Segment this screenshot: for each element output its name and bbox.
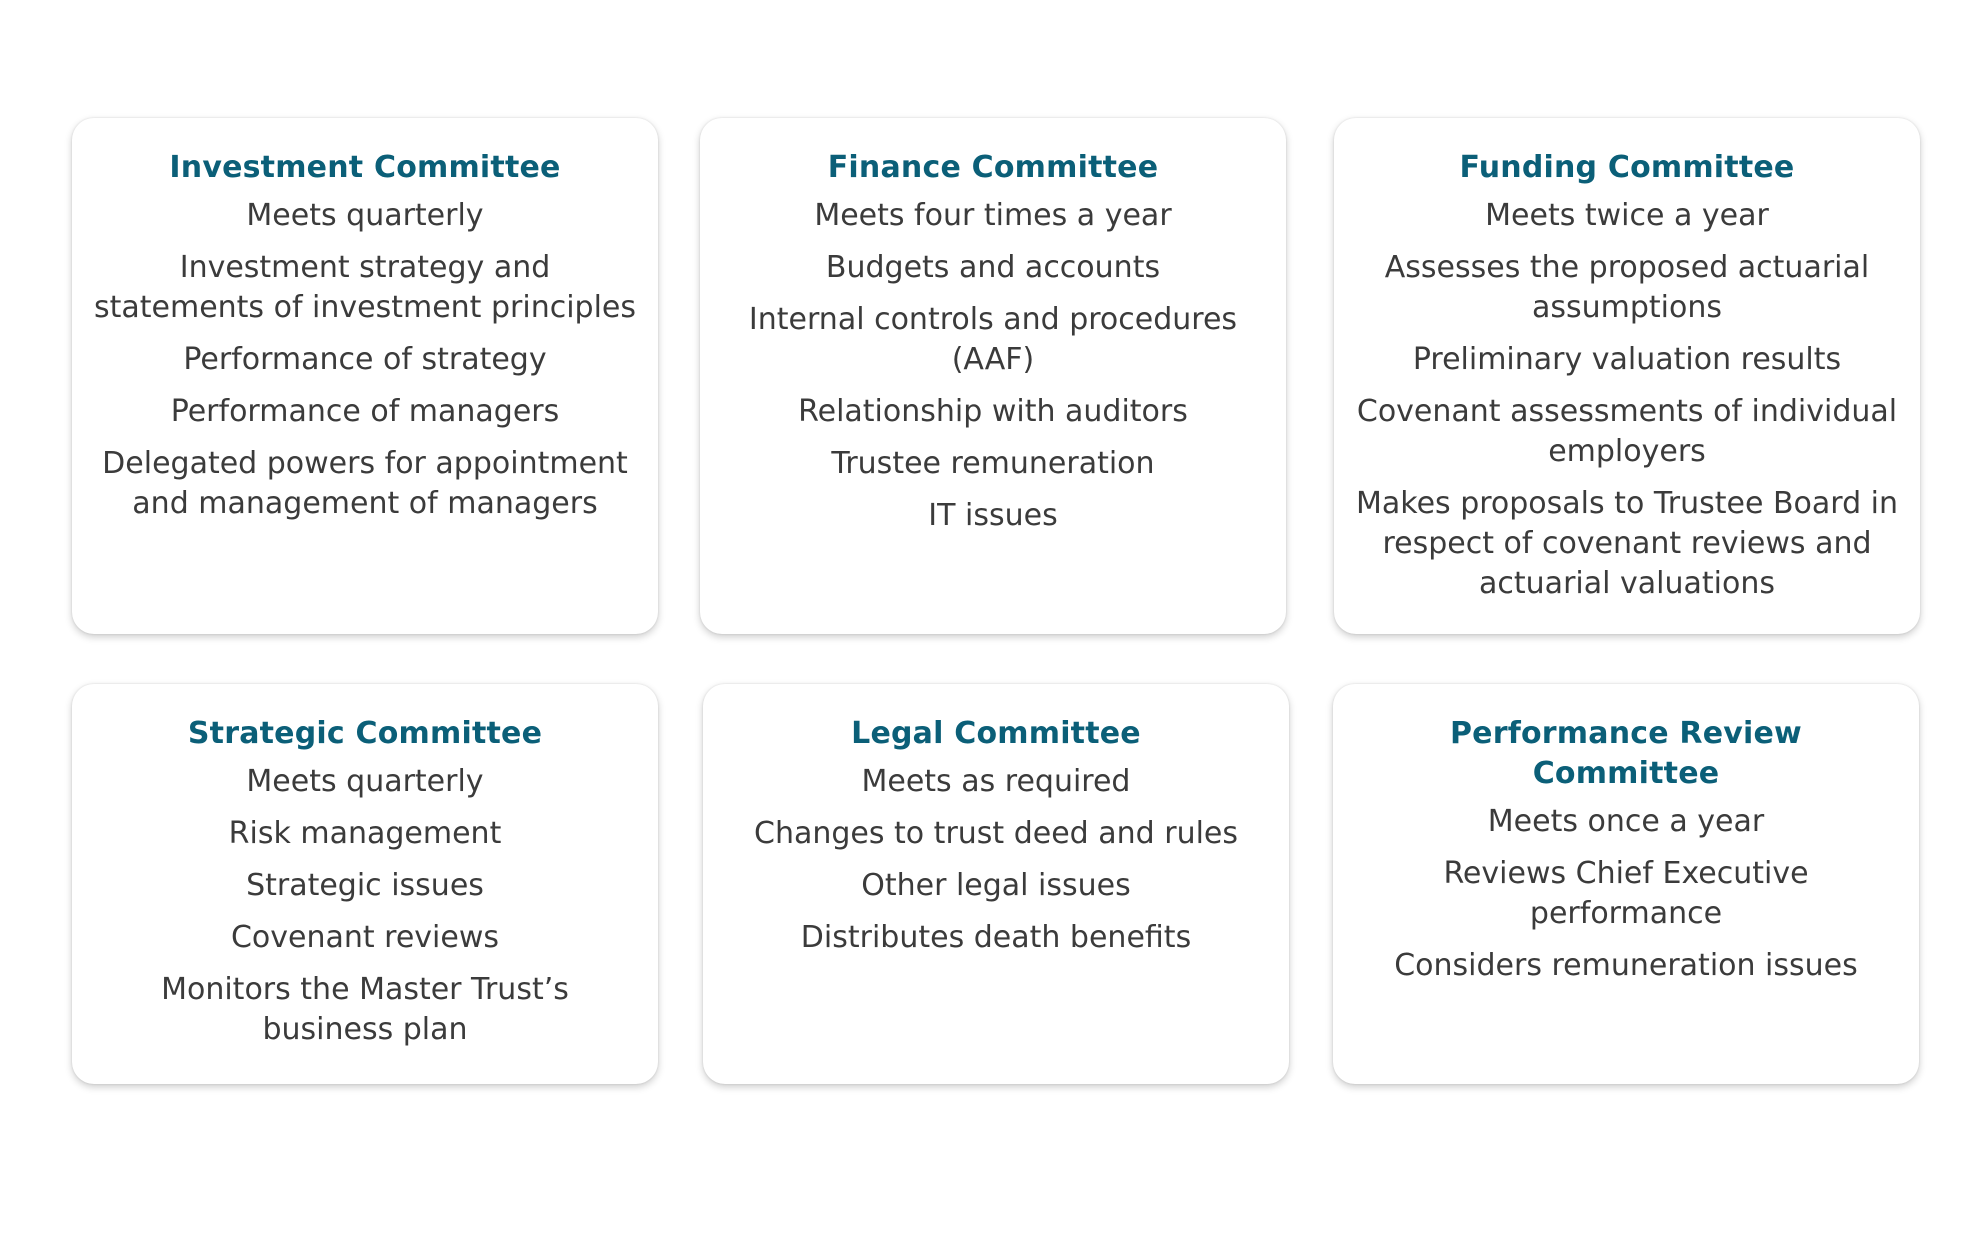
- list-item: Other legal issues: [861, 868, 1131, 903]
- list-item: Trustee remuneration: [831, 446, 1155, 481]
- card-title: Finance Committee: [827, 150, 1159, 185]
- list-item: Internal controls and procedures (AAF): [748, 302, 1238, 377]
- card-title: Funding Committee: [1459, 150, 1795, 185]
- list-item: Makes proposals to Trustee Board in respect of covenant reviews and actuarial valuations: [1356, 486, 1898, 601]
- list-item: Risk management: [228, 816, 502, 851]
- list-item: Budgets and accounts: [825, 250, 1161, 285]
- list-item: Covenant reviews: [230, 920, 500, 955]
- list-item: Meets once a year: [1487, 804, 1765, 839]
- finance-committee-card: [700, 118, 1286, 634]
- list-item: Investment strategy and statements of investment principles: [93, 250, 637, 325]
- strategic-committee-card: [72, 684, 658, 1084]
- list-item: Meets quarterly: [246, 198, 484, 233]
- list-item: IT issues: [928, 498, 1058, 533]
- list-item: Meets twice a year: [1485, 198, 1769, 233]
- list-item: Reviews Chief Executive performance: [1443, 856, 1809, 931]
- list-item: Distributes death benefits: [800, 920, 1192, 955]
- funding-committee-card: [1334, 118, 1920, 634]
- card-title: Investment Committee: [169, 150, 561, 185]
- list-item: Relationship with auditors: [798, 394, 1188, 429]
- card-title: Strategic Committee: [187, 716, 543, 751]
- list-item: Preliminary valuation results: [1412, 342, 1842, 377]
- list-item: Performance of strategy: [183, 342, 547, 377]
- list-item: Meets quarterly: [246, 764, 484, 799]
- list-item: Performance of managers: [170, 394, 560, 429]
- list-item: Meets as required: [861, 764, 1131, 799]
- list-item: Strategic issues: [246, 868, 484, 903]
- list-item: Covenant assessments of individual employers: [1356, 394, 1898, 469]
- list-item: Assesses the proposed actuarial assumptions: [1384, 250, 1870, 325]
- performance-review-committee-card: [1333, 684, 1919, 1084]
- card-item-list: [720, 196, 1266, 536]
- list-item: Meets four times a year: [814, 198, 1172, 233]
- card-item-list: [723, 762, 1269, 958]
- list-item: Considers remuneration issues: [1394, 948, 1858, 983]
- card-item-list: [1353, 802, 1899, 986]
- list-item: Changes to trust deed and rules: [754, 816, 1238, 851]
- card-title: Performance Review Committee: [1450, 716, 1802, 791]
- card-item-list: [1354, 196, 1900, 604]
- legal-committee-card: [703, 684, 1289, 1084]
- investment-committee-card: [72, 118, 658, 634]
- list-item: Delegated powers for appointment and management of managers: [102, 446, 628, 521]
- card-item-list: [92, 196, 638, 524]
- card-title: Legal Committee: [851, 716, 1141, 751]
- card-item-list: [92, 762, 638, 1050]
- list-item: Monitors the Master Trust’s business plan: [161, 972, 569, 1047]
